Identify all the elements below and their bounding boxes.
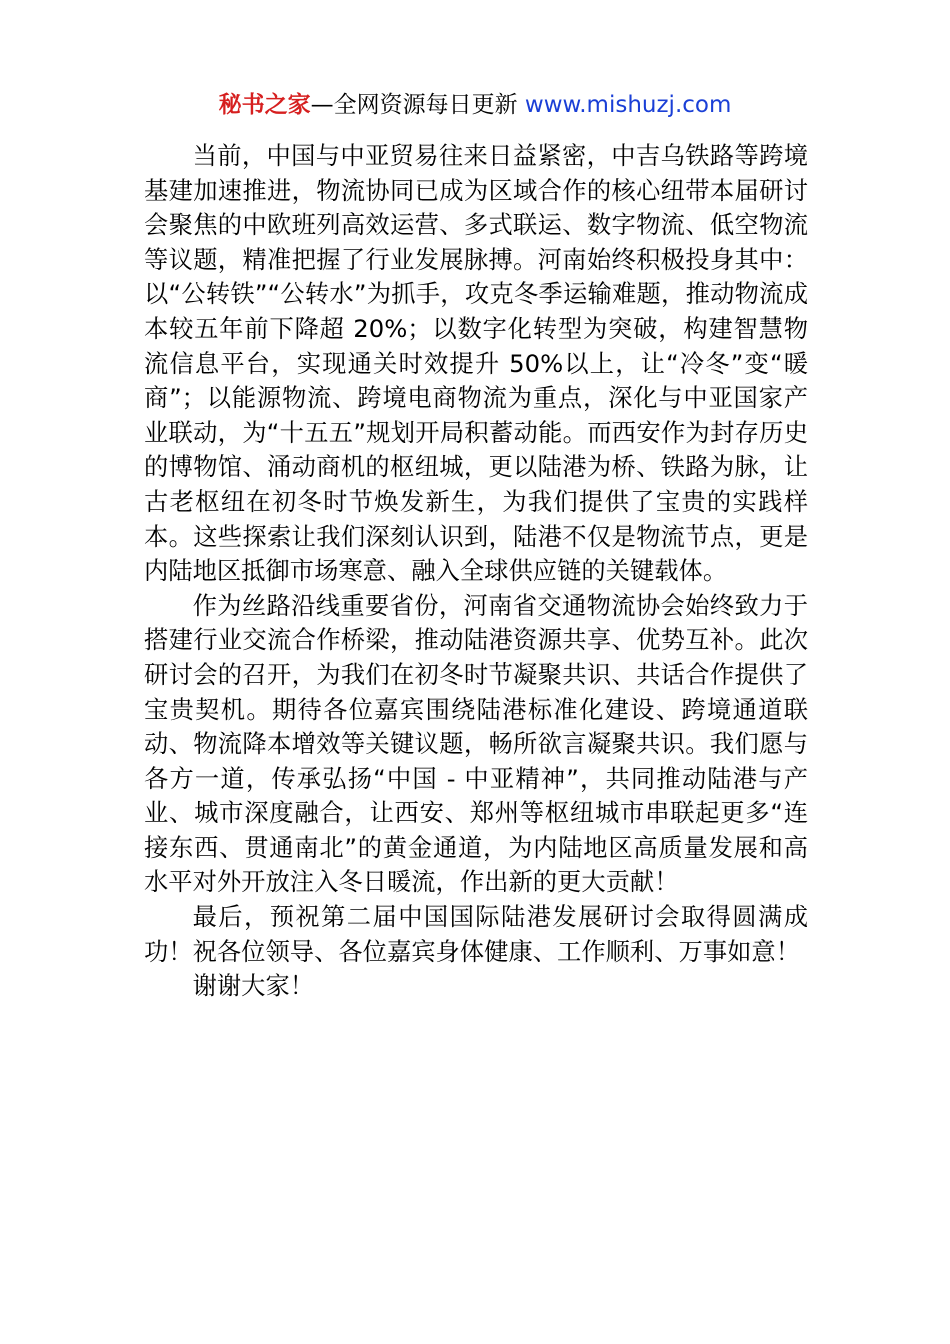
paragraph-thanks: 谢谢大家！ [192, 971, 315, 1001]
site-header [0, 88, 950, 122]
paragraph-henan-association: 作为丝路沿线重要省份，河南省交通物流协会始终致力于搭建行业交流合作桥梁，推动陆港资源共享、优势互补。此次研讨会的召开，为我们在初冬时节凝聚共识、共话合作提供了宝贵契机。期待各位嘉宾围绕陆港标准化建设、跨境通道联动、物流降本增效等关键议题，畅所欲言凝聚共识。我们愿与各方一道，传承弘扬“中国 - 中亚精神”，共同推动陆港与产业、城市深度融合，让西安、郑州等枢纽城市串联起更多“连接东西、贯通南北”的黄金通道，为内陆地区高质量发展和高水平对外开放注入冬日暖流，作出新的更大贡献！ [144, 590, 808, 897]
paragraph-closing-wishes: 最后，预祝第二届中国国际陆港发展研讨会取得圆满成功！祝各位领导、各位嘉宾身体健康、工作顺利、万事如意！ [144, 902, 808, 966]
document-body [144, 139, 808, 1004]
site-tagline: —全网资源每日更新 [310, 92, 518, 118]
brand-name: 秘书之家 [218, 92, 311, 118]
site-url-link[interactable]: www.mishuzj.com [524, 92, 732, 118]
paragraph-current-situation: 当前，中国与中亚贸易往来日益紧密，中吉乌铁路等跨境基建加速推进，物流协同已成为区域合作的核心纽带本届研讨会聚焦的中欧班列高效运营、多式联运、数字物流、低空物流等议题，精准把握了行业发展脉搏。河南始终积极投身其中：以“公转铁”“公转水”为抓手，攻克冬季运输难题，推动物流成本较五年前下降超 20%；以数字化转型为突破，构建智慧物流信息平台，实现通关时效提升 50%以上，让“冷冬”变“暖商”；以能源物流、跨境电商物流为重点，深化与中亚国家产业联动，为“十五五”规划开局积蓄动能。而西安作为封存历史的博物馆、涌动商机的枢纽城，更以陆港为桥、铁路为脉，让古老枢纽在初冬时节焕发新生，为我们提供了宝贵的实践样本。这些探索让我们深刻认识到，陆港不仅是物流节点，更是内陆地区抵御市场寒意、融入全球供应链的关键载体。 [144, 141, 808, 586]
